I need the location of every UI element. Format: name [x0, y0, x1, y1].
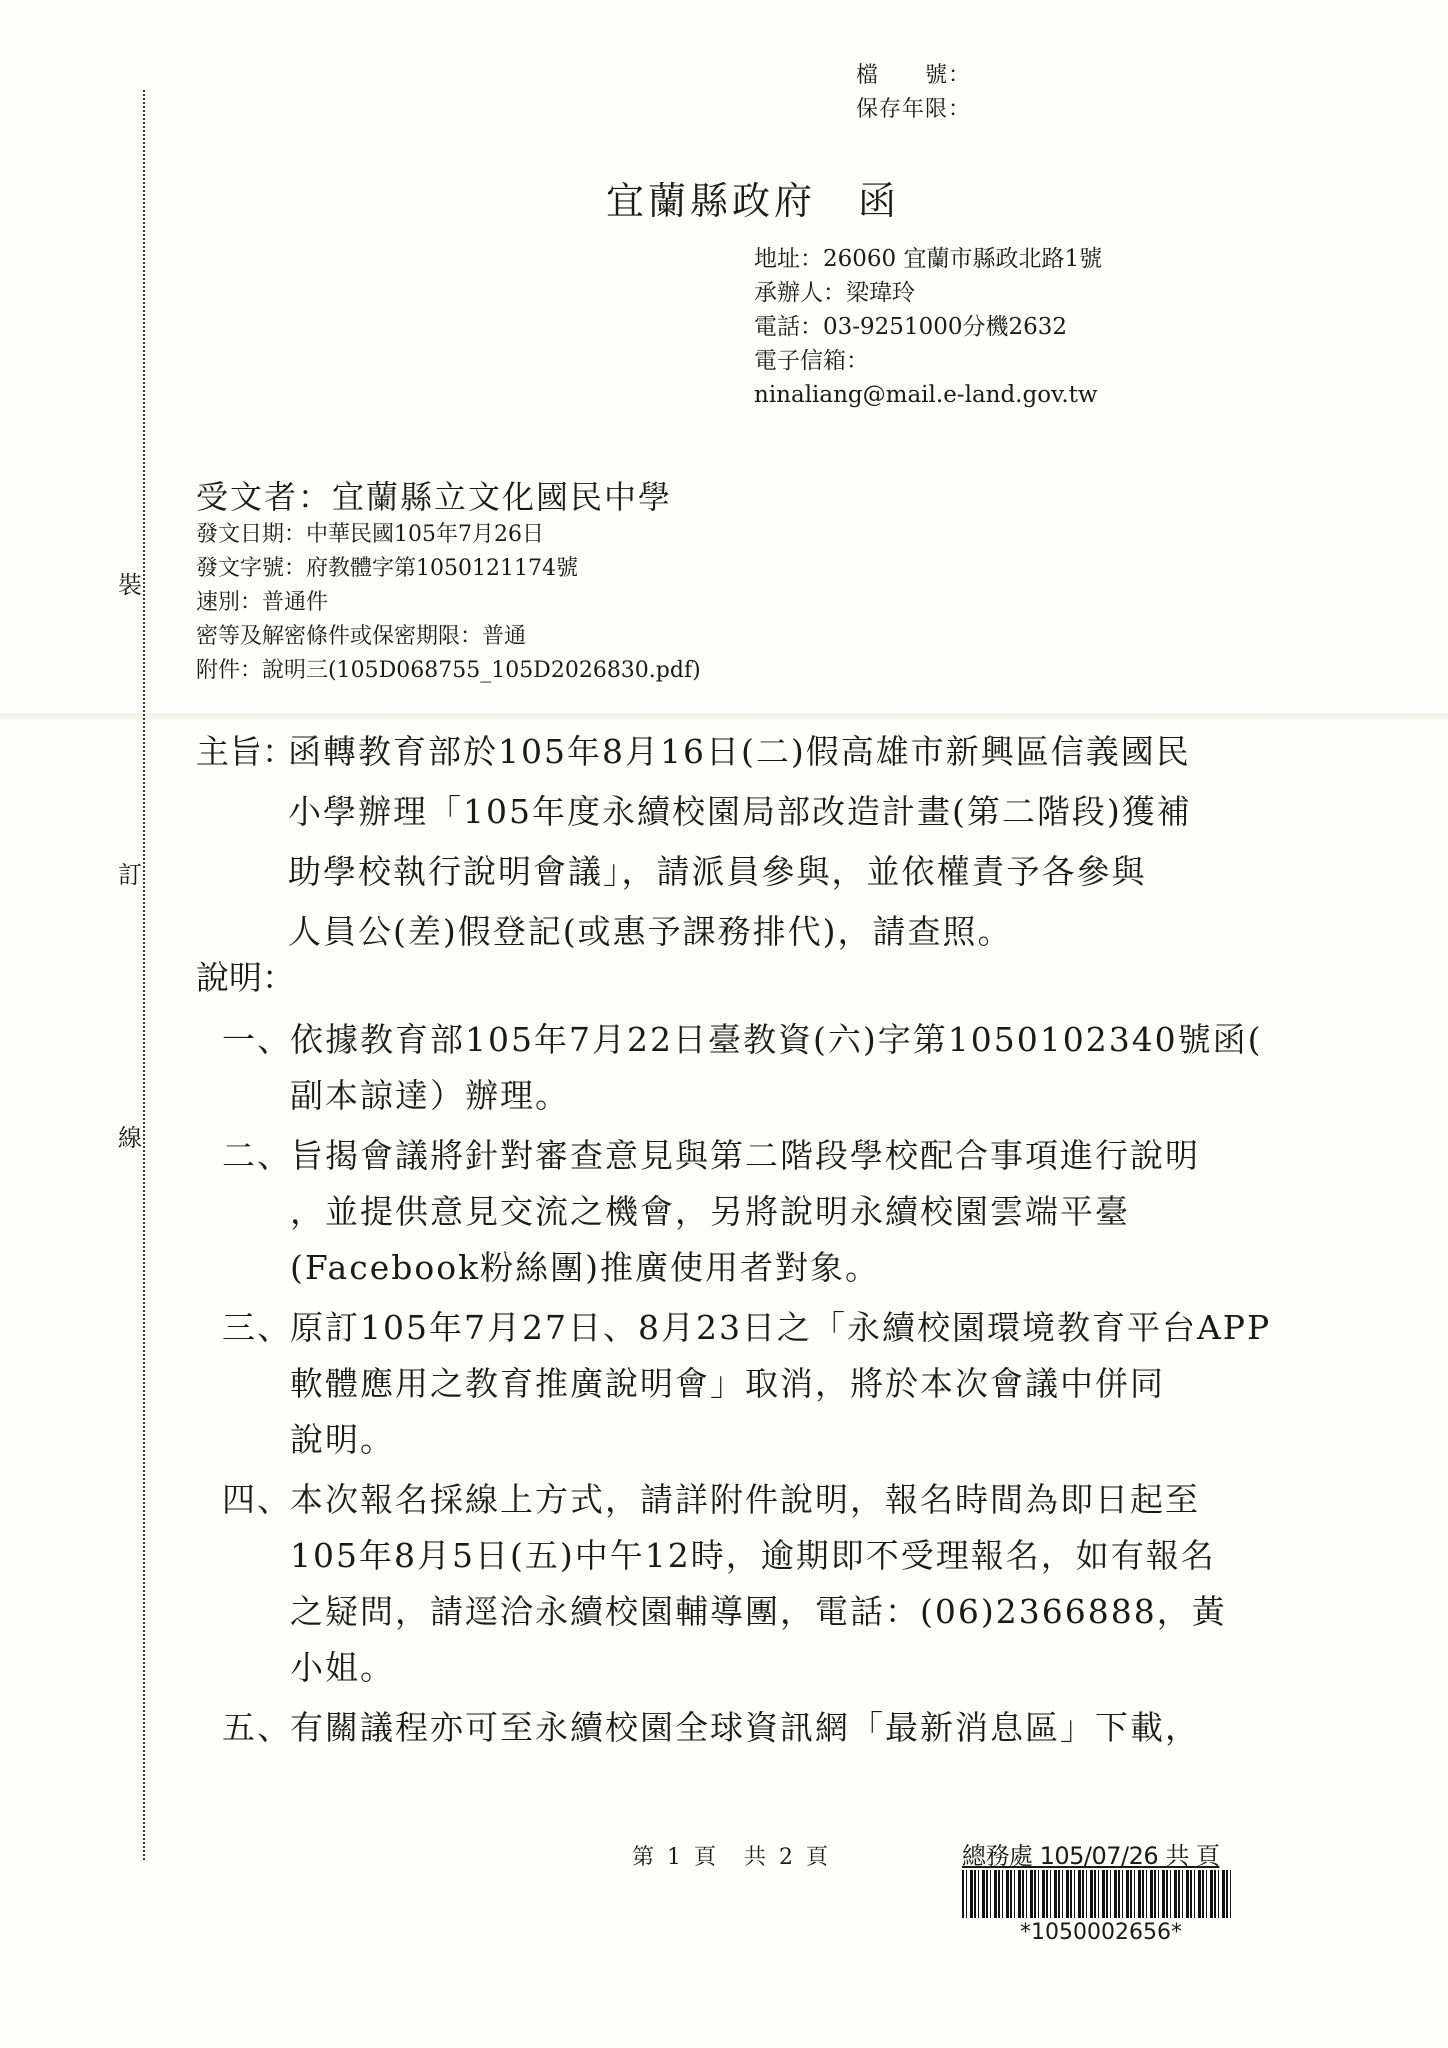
barcode [962, 1870, 1232, 1918]
contact-email[interactable]: ninaliang@mail.e-land.gov.tw [754, 382, 1098, 408]
item-line: 之疑問，請逕洽永續校園輔導團，電話：(06)2366888，黃 [290, 1592, 1227, 1631]
barcode-number: *1050002656* [1020, 1920, 1182, 1945]
receipt-stamp: 總務處 105/07/26 共 頁 [962, 1842, 1220, 1870]
page-indicator: 第 1 頁 共 2 頁 [632, 1845, 831, 1870]
subject-line: 小學辦理「105年度永續校園局部改造計畫(第二階段)獲補 [288, 792, 1192, 831]
item-line: 本次報名採線上方式，請詳附件說明，報名時間為即日起至 [290, 1480, 1200, 1519]
item-line: 軟體應用之教育推廣說明會」取消，將於本次會議中併同 [290, 1364, 1165, 1403]
subject-line: 人員公(差)假登記(或惠予課務排代)，請查照。 [288, 912, 1013, 951]
item-number: 五、 [222, 1708, 292, 1747]
issue-date: 發文日期：中華民國105年7月26日 [196, 522, 544, 547]
item-line: ，並提供意見交流之機會，另將說明永續校園雲端平臺 [290, 1192, 1130, 1231]
item-line: (Facebook粉絲團)推廣使用者對象。 [290, 1248, 880, 1287]
contact-block [754, 242, 1102, 412]
item-line: 小姐。 [290, 1648, 395, 1687]
contact-email-label: 電子信箱： [754, 348, 869, 374]
paper-fold-shading [0, 713, 1448, 721]
binding-mark-zhuang: 裝 [118, 571, 142, 599]
item-line: 105年8月5日(五)中午12時，逾期即不受理報名，如有報名 [290, 1536, 1216, 1575]
file-number-label: 檔 號： [856, 63, 972, 88]
binding-dotted-line [143, 90, 145, 1860]
metadata-block [196, 518, 701, 688]
attachment: 附件：說明三(105D068755_105D2026830.pdf) [196, 658, 701, 683]
item-line: 旨揭會議將針對審查意見與第二階段學校配合事項進行說明 [290, 1136, 1200, 1175]
contact-address: 地址：26060 宜蘭市縣政北路1號 [754, 246, 1103, 272]
item-line: 有關議程亦可至永續校園全球資訊網「最新消息區」下載， [290, 1708, 1200, 1747]
contact-handler: 承辦人：梁瑋玲 [754, 280, 915, 306]
item-line: 說明。 [290, 1420, 395, 1459]
item-number: 一、 [222, 1020, 292, 1059]
item-line: 依據教育部105年7月22日臺教資(六)字第1050102340號函( [290, 1020, 1263, 1059]
document-number: 發文字號：府教體字第1050121174號 [196, 556, 578, 581]
binding-mark-xian: 線 [118, 1124, 142, 1152]
subject-line: 助學校執行說明會議」，請派員參與，並依權責予各參與 [288, 852, 1147, 891]
item-line: 副本諒達）辦理。 [290, 1076, 570, 1115]
secrecy-level: 密等及解密條件或保密期限：普通 [196, 624, 527, 649]
delivery-speed: 速別：普通件 [196, 590, 329, 615]
item-number: 二、 [222, 1136, 292, 1175]
explanation-label: 說明： [196, 958, 295, 997]
document-title: 宜蘭縣政府 函 [606, 179, 901, 223]
item-line: 原訂105年7月27日、8月23日之「永續校園環境教育平台APP [290, 1308, 1272, 1347]
subject-line: 函轉教育部於105年8月16日(二)假高雄市新興區信義國民 [288, 732, 1191, 771]
binding-mark-ding: 訂 [118, 861, 142, 889]
contact-phone: 電話：03-9251000分機2632 [754, 314, 1068, 340]
recipient: 受文者：宜蘭縣立文化國民中學 [196, 478, 673, 516]
item-number: 三、 [222, 1308, 292, 1347]
retention-period-label: 保存年限： [856, 97, 972, 122]
subject-label: 主旨： [196, 732, 295, 771]
item-number: 四、 [222, 1480, 292, 1519]
